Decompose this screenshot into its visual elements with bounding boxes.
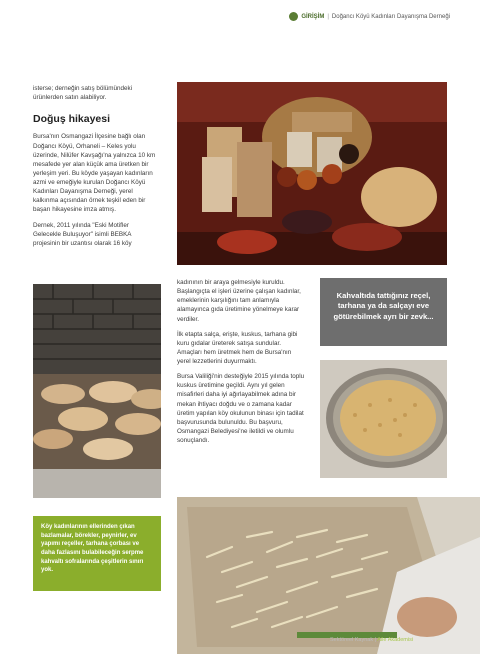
footer-publication: Aile Akademisi	[377, 637, 414, 643]
page-footer: Sektöreel Kaynak | Aile Akademisi	[330, 637, 414, 643]
story-paragraph-1: Bursa'nın Osmangazi İlçesine bağlı olan Doğancı Köyü, Orhaneli – Keles yolu üzerinde, Nilüfer Kavşağı'na yalnızca 10 km mesafede yer alan küçük ama üretken bir yerleşim yeri. Bu köyde yaşayan kadınların azmi ve emeğiyle kurulan Doğancı Köyü Kadınları Dayanışma Derneği, yerel kalkınma açısından örnek teşkil eden bir başarı hikayesine imza atmış.	[33, 133, 156, 214]
header-divider: |	[327, 13, 329, 20]
quote-box	[320, 278, 447, 346]
story-paragraph-4: İlk etapta salça, erişte, kuskus, tarhana gibi kuru gıdalar üreterek satışa sundular. Amaçları hem üretmek hem de Bursa'nın yerel lezzetlerini duyurmaktı.	[177, 330, 298, 365]
couscous-photo	[320, 360, 447, 478]
quote-text: Kahvaltıda tattığınız reçel, tarhana ya da salçayı eve götürebilmek ayrı bir zevk...	[333, 291, 434, 321]
pasta-photo	[177, 497, 480, 654]
column-one	[33, 84, 158, 254]
info-box	[33, 516, 161, 591]
products-photo	[177, 82, 447, 265]
section-label: GİRİŞİM	[301, 13, 325, 20]
intro-paragraph: isterse; derneğin satış bölümündeki ürünlerden satın alabiliyor.	[33, 85, 133, 102]
page-header	[289, 12, 450, 21]
header-title: Doğancı Köyü Kadınları Dayanışma Derneği	[331, 13, 450, 20]
logo-icon	[289, 12, 298, 21]
story-paragraph-5: Bursa Valiliği'nin desteğiyle 2015 yılında toplu kuskus üretimine geçildi. Aynı yıl gelen misafirleri daha iyi ağırlayabilmek adına bir mekan ihtiyacı doğdu ve o zamana kadar üretim yapılan köy okulunun binası için tadilat başvurusunda bulunuldu. Bu başvuru, Osmangazi Belediyesi'ne iletildi ve olumlu sonuçlandı.	[177, 373, 305, 444]
section-heading: Doğuş hikayesi	[33, 113, 111, 126]
story-paragraph-3: kadınının bir araya gelmesiyle kuruldu. Başlangıçta el işleri üzerine çalışan kadınlar, emeklerinin karşılığını tam anlamıyla alamayınca gıda üretimine yönelmeye karar verdiler.	[177, 279, 301, 323]
footer-source: Sektöreel Kaynak	[330, 637, 374, 643]
column-two	[177, 278, 305, 451]
info-box-text: Köy kadınlarının ellerinden çıkan bazlamalar, börekler, peynirler, ev yapımı reçeller, tarhana çorbası ve daha fazlasını bulabileceğin serpme kahvaltı sofralarında çeşitlerin sınırı yok.	[41, 524, 144, 574]
oven-photo	[33, 284, 161, 498]
story-paragraph-2: Dernek, 2011 yılında "Eski Motifler Gelecekle Buluşuyor" isimli BEBKA projesinin bir uzantısı olarak 16 köy	[33, 221, 132, 247]
